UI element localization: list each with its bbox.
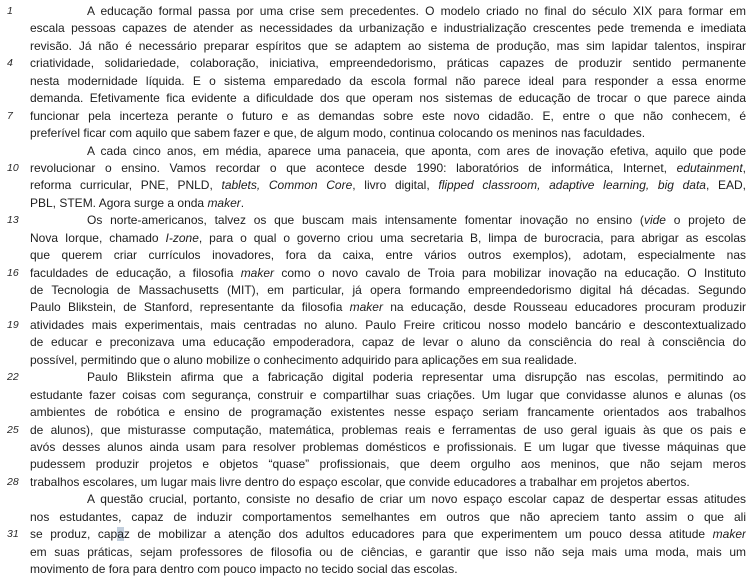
text-line	[0, 561, 751, 578]
text-line	[0, 544, 751, 561]
text-line	[0, 20, 751, 37]
line-text	[30, 108, 746, 125]
text-segment: revisão. Já não é necessário preparar espíritos que se adaptem ao sistema de produção, mas sim lapidar talentos, inspirar	[30, 38, 746, 53]
text-segment: trabalhos escolares, um lugar mais livre dentro do espaço escolar, que convide educadores a trabalhar em projetos abertos.	[30, 474, 690, 489]
text-line	[0, 3, 751, 20]
text-segment: o projeto de	[665, 213, 746, 228]
text-segment: , EAD,	[705, 178, 746, 193]
text-line	[0, 125, 751, 142]
text-segment: , para o qual o governo criou uma secretaria B, limpa de burocracia, para abrigar as escolas	[198, 230, 746, 245]
italic-term: maker	[712, 527, 746, 542]
line-number: 16	[7, 266, 19, 279]
text-segment: A cada cinco anos, em média, aparece uma panaceia, que aponta, com ares de inovação efetiva, aquilo que pode	[87, 143, 746, 158]
italic-term: maker	[349, 300, 383, 315]
line-number: 1	[7, 5, 13, 17]
text-line	[0, 422, 751, 439]
text-segment: que querem criar currículos inovadores, fora da caixa, entre vários outros exemplos), adotam, especialmente nas	[30, 248, 746, 263]
text-segment: revolucionar o ensino. Vamos recordar o que acontece desde 1990: laboratórios de informática, Internet,	[30, 160, 677, 175]
text-segment: pudessem produzir projetos e objetos “quase” profissionais, que deem orgulho aos meninos, que não sejam meros	[30, 457, 746, 472]
text-segment: .	[240, 195, 245, 210]
text-line	[0, 108, 751, 125]
text-line	[0, 90, 751, 107]
text-segment: , livro digital,	[352, 178, 439, 193]
line-text	[30, 212, 746, 229]
text-segment: movimento de fora para dentro com pouco impacto no tecido social das escolas.	[30, 562, 458, 576]
text-line	[0, 456, 751, 473]
text-segment: funcionar pela incerteza perante o futuro e as demandas sobre este novo cidadão. E, entre o que não conhecem, é	[30, 108, 746, 123]
line-number: 7	[7, 109, 13, 122]
line-text	[30, 90, 746, 107]
line-text	[30, 73, 746, 90]
line-number: 13	[7, 214, 19, 227]
text-line	[0, 73, 751, 90]
selected-character: a	[117, 527, 124, 542]
line-number: 31	[7, 528, 19, 541]
text-segment: demanda. Efetivamente fica evidente a dificuldade dos que operam nos sistemas de educação de trocar o que parece ainda	[30, 91, 746, 106]
line-text	[30, 299, 746, 316]
text-line	[0, 195, 751, 212]
line-text	[30, 334, 746, 351]
line-number: 19	[7, 318, 19, 331]
text-line	[0, 143, 751, 160]
text-line	[0, 404, 751, 421]
text-segment: Nova Iorque, chamado	[30, 230, 166, 245]
text-segment: avós desses alunos ainda usam para resolver problemas domésticos e profissionais. E um lugar que tivesse máquinas que	[30, 439, 746, 454]
text-segment: de alunos), que misturasse computação, matemática, problemas reais e ferramentas de uso geral iguais às que os pais e	[30, 422, 746, 437]
line-text	[30, 177, 746, 194]
text-segment: Paulo Blikstein, de Stanford, representante da filosofia	[30, 300, 350, 315]
text-segment: PBL, STEM. Agora surge a onda	[30, 195, 208, 210]
text-line	[0, 474, 751, 491]
italic-term: tablets, Common Core	[221, 178, 353, 193]
line-text	[30, 404, 746, 421]
line-text	[30, 509, 746, 526]
line-text	[30, 20, 746, 37]
line-text	[30, 387, 746, 404]
line-text	[30, 38, 746, 55]
line-text	[30, 195, 746, 212]
line-text	[30, 352, 746, 369]
text-segment: A questão crucial, portanto, consiste no desafio de criar um novo espaço escolar capaz de despertar essas atitudes	[87, 492, 746, 507]
text-segment: criatividade, solidariedade, colaboração, iniciativa, empreendedorismo, práticas capazes de produzir sentido permanente	[30, 56, 746, 71]
text-segment: ,	[742, 160, 746, 175]
text-line	[0, 317, 751, 334]
text-segment: possível, permitindo que o aluno mobilize o conhecimento adquirido para aplicações em sua realidade.	[30, 352, 577, 367]
text-line	[0, 439, 751, 456]
line-text	[30, 526, 746, 543]
text-line	[0, 282, 751, 299]
line-text	[30, 561, 746, 578]
text-line	[0, 212, 751, 229]
line-text	[30, 55, 746, 72]
text-segment: de Tecnologia de Massachusetts (MIT), em particular, já opera formando empreendedorismo digital há décadas. Segundo	[30, 283, 746, 297]
text-segment: faculdades de educação, a filosofia	[30, 265, 241, 280]
line-number: 22	[7, 371, 19, 384]
line-text	[30, 439, 746, 456]
line-text	[30, 282, 746, 299]
line-text	[30, 491, 746, 508]
text-line	[0, 369, 751, 386]
text-segment: Paulo Blikstein afirma que a fabricação digital poderia representar uma disrupção nas escolas, permitindo ao	[87, 370, 746, 385]
text-segment: de educar e preconizava uma educação empoderadora, capaz de levar o aluno da consciência do real à consciência do	[30, 335, 746, 350]
text-segment: preferível ficar com aquilo que sabem fazer e que, de algum modo, continua colocando os meninos nas faculdades.	[30, 126, 646, 141]
text-line	[0, 265, 751, 282]
text-line	[0, 509, 751, 526]
line-text	[30, 160, 746, 177]
text-line	[0, 247, 751, 264]
line-text	[30, 456, 746, 473]
text-segment: como o novo cavalo de Troia para mobilizar inovação na educação. O Instituto	[274, 265, 746, 280]
text-line	[0, 177, 751, 194]
text-line	[0, 160, 751, 177]
text-segment: se produz, cap	[30, 527, 118, 542]
text-line	[0, 491, 751, 508]
line-text	[30, 422, 746, 439]
text-line	[0, 230, 751, 247]
line-text	[30, 125, 746, 142]
line-text	[30, 3, 746, 20]
text-segment: em suas práticas, sejam professores de filosofia ou de ciências, e garantir que isso não seja mais uma moda, mais um	[30, 544, 746, 559]
text-line	[0, 526, 751, 543]
line-text	[30, 247, 746, 264]
line-number: 28	[7, 475, 19, 488]
line-number: 4	[7, 57, 13, 70]
line-text	[30, 317, 746, 334]
text-segment: Os norte-americanos, talvez os que buscam mais intensamente fomentar inovação no ensino (	[87, 213, 644, 228]
text-segment: nesta modernidade líquida. E o sistema emparedado da escola formal não parece ideal para responder a essa enorme	[30, 73, 746, 88]
line-text	[30, 230, 746, 247]
text-segment: z de mobilizar a atenção dos adultos educadores para que experimentem um pouco dessa atitude	[123, 527, 713, 542]
text-line	[0, 334, 751, 351]
italic-term: flipped classroom, adaptive learning, big data	[438, 178, 706, 193]
italic-term: I-zone	[165, 230, 199, 245]
text-line	[0, 352, 751, 369]
line-number: 25	[7, 423, 19, 436]
line-text	[30, 265, 746, 282]
text-segment: ambientes de robótica e ensino de programação existentes nesse espaço seriam francamente orientados aos trabalhos	[30, 405, 746, 420]
text-segment: nos estudantes, capaz de induzir comportamentos semelhantes em outros que não apreciem tanto assim o que ali	[30, 509, 746, 524]
line-text	[30, 474, 746, 491]
text-segment: reforma curricular, PNE, PNLD,	[30, 178, 222, 193]
text-line	[0, 387, 751, 404]
italic-term: maker	[207, 195, 241, 210]
text-segment: na educação, desde Rousseau educadores procuram produzir	[382, 300, 746, 315]
italic-term: edutainment	[676, 160, 743, 175]
line-text	[30, 544, 746, 561]
text-line	[0, 55, 751, 72]
text-segment: A educação formal passa por uma crise sem precedentes. O modelo criado no final do século XIX para formar em	[87, 4, 746, 18]
line-text	[30, 143, 746, 160]
text-segment: estudante fazer coisas com segurança, construir e compartilhar suas criações. Um lugar que convidasse alunos e alunas (os	[30, 387, 746, 402]
text-line	[0, 38, 751, 55]
line-number: 10	[7, 161, 19, 174]
italic-term: vide	[643, 213, 666, 228]
text-line	[0, 299, 751, 316]
text-segment: atividades mais experimentais, mais centradas no aluno. Paulo Freire criticou nosso modelo bancário e descontextualizado	[30, 317, 746, 332]
italic-term: maker	[240, 265, 275, 280]
text-segment: escala pessoas capazes de atender as necessidades da urbanização e industrialização crescentes pede tremenda e imediata	[30, 21, 746, 36]
line-text	[30, 369, 746, 386]
